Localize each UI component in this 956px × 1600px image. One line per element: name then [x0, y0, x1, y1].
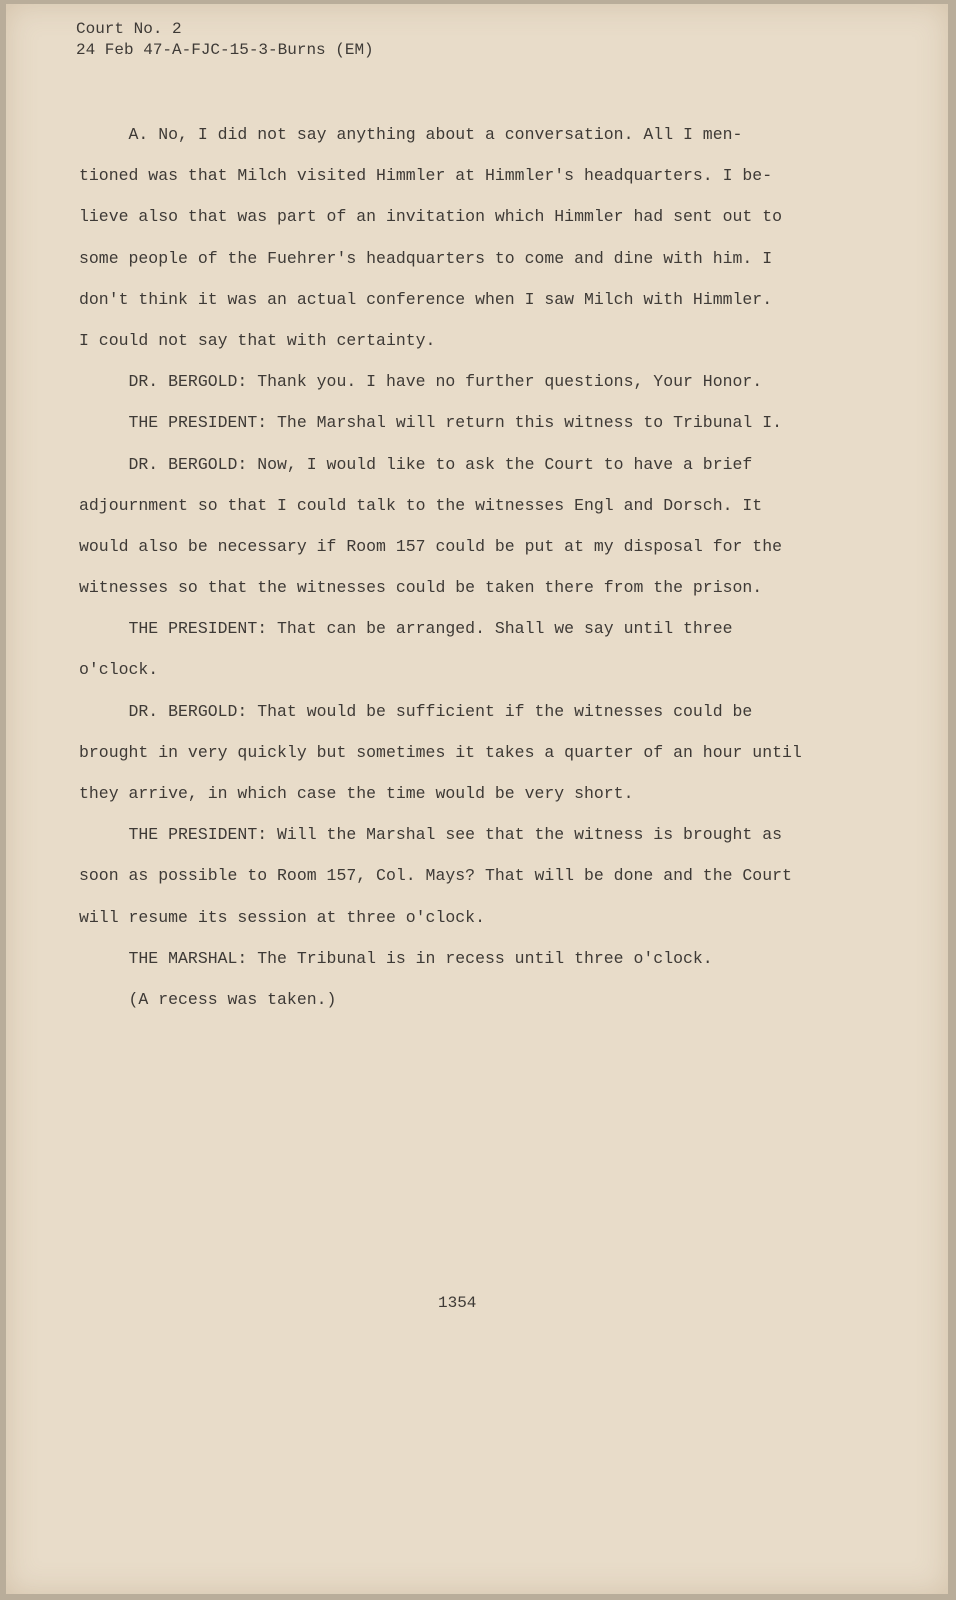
text-line: (A recess was taken.): [79, 989, 337, 1009]
text-line: DR. BERGOLD: Now, I would like to ask the Court to have a brief: [79, 454, 753, 474]
text-line: some people of the Fuehrer's headquarters to come and dine with him. I: [79, 248, 773, 268]
document-page: [6, 4, 948, 1594]
text-line: A. No, I did not say anything about a conversation. All I men-: [79, 125, 743, 144]
text-line: THE PRESIDENT: The Marshal will return this witness to Tribunal I.: [79, 413, 783, 433]
text-line: they arrive, in which case the time would be very short.: [79, 784, 634, 803]
text-line: witnesses so that the witnesses could be taken there from the prison.: [79, 578, 763, 598]
text-line: tioned was that Milch visited Himmler at Himmler's headquarters. I be-: [79, 166, 773, 186]
page-number: 1354: [438, 1294, 477, 1312]
text-line: o'clock.: [79, 660, 159, 680]
text-line: will resume its session at three o'clock.: [79, 907, 485, 927]
text-line: lieve also that was part of an invitation which Himmler had sent out to: [79, 207, 783, 227]
document-header: [76, 19, 374, 61]
transcript-body: [79, 114, 849, 1020]
text-line: adjournment so that I could talk to the witnesses Engl and Dorsch. It: [79, 495, 763, 515]
text-line: DR. BERGOLD: That would be sufficient if the witnesses could be: [79, 701, 753, 721]
text-line: brought in very quickly but sometimes it takes a quarter of an hour until: [79, 742, 802, 762]
text-line: DR. BERGOLD: Thank you. I have no further questions, Your Honor.: [79, 372, 763, 392]
text-line: soon as possible to Room 157, Col. Mays? That will be done and the Court: [79, 866, 792, 886]
text-line: THE PRESIDENT: That can be arranged. Shall we say until three: [79, 619, 733, 639]
transcript-reference: 24 Feb 47-A-FJC-15-3-Burns (EM): [76, 41, 374, 59]
text-line: THE PRESIDENT: Will the Marshal see that the witness is brought as: [79, 825, 783, 845]
text-line: would also be necessary if Room 157 could be put at my disposal for the: [79, 536, 783, 556]
text-line: I could not say that with certainty.: [79, 330, 436, 350]
text-line: don't think it was an actual conference when I saw Milch with Himmler.: [79, 289, 773, 309]
court-number: Court No. 2: [76, 20, 182, 38]
text-line: THE MARSHAL: The Tribunal is in recess until three o'clock.: [79, 948, 713, 968]
